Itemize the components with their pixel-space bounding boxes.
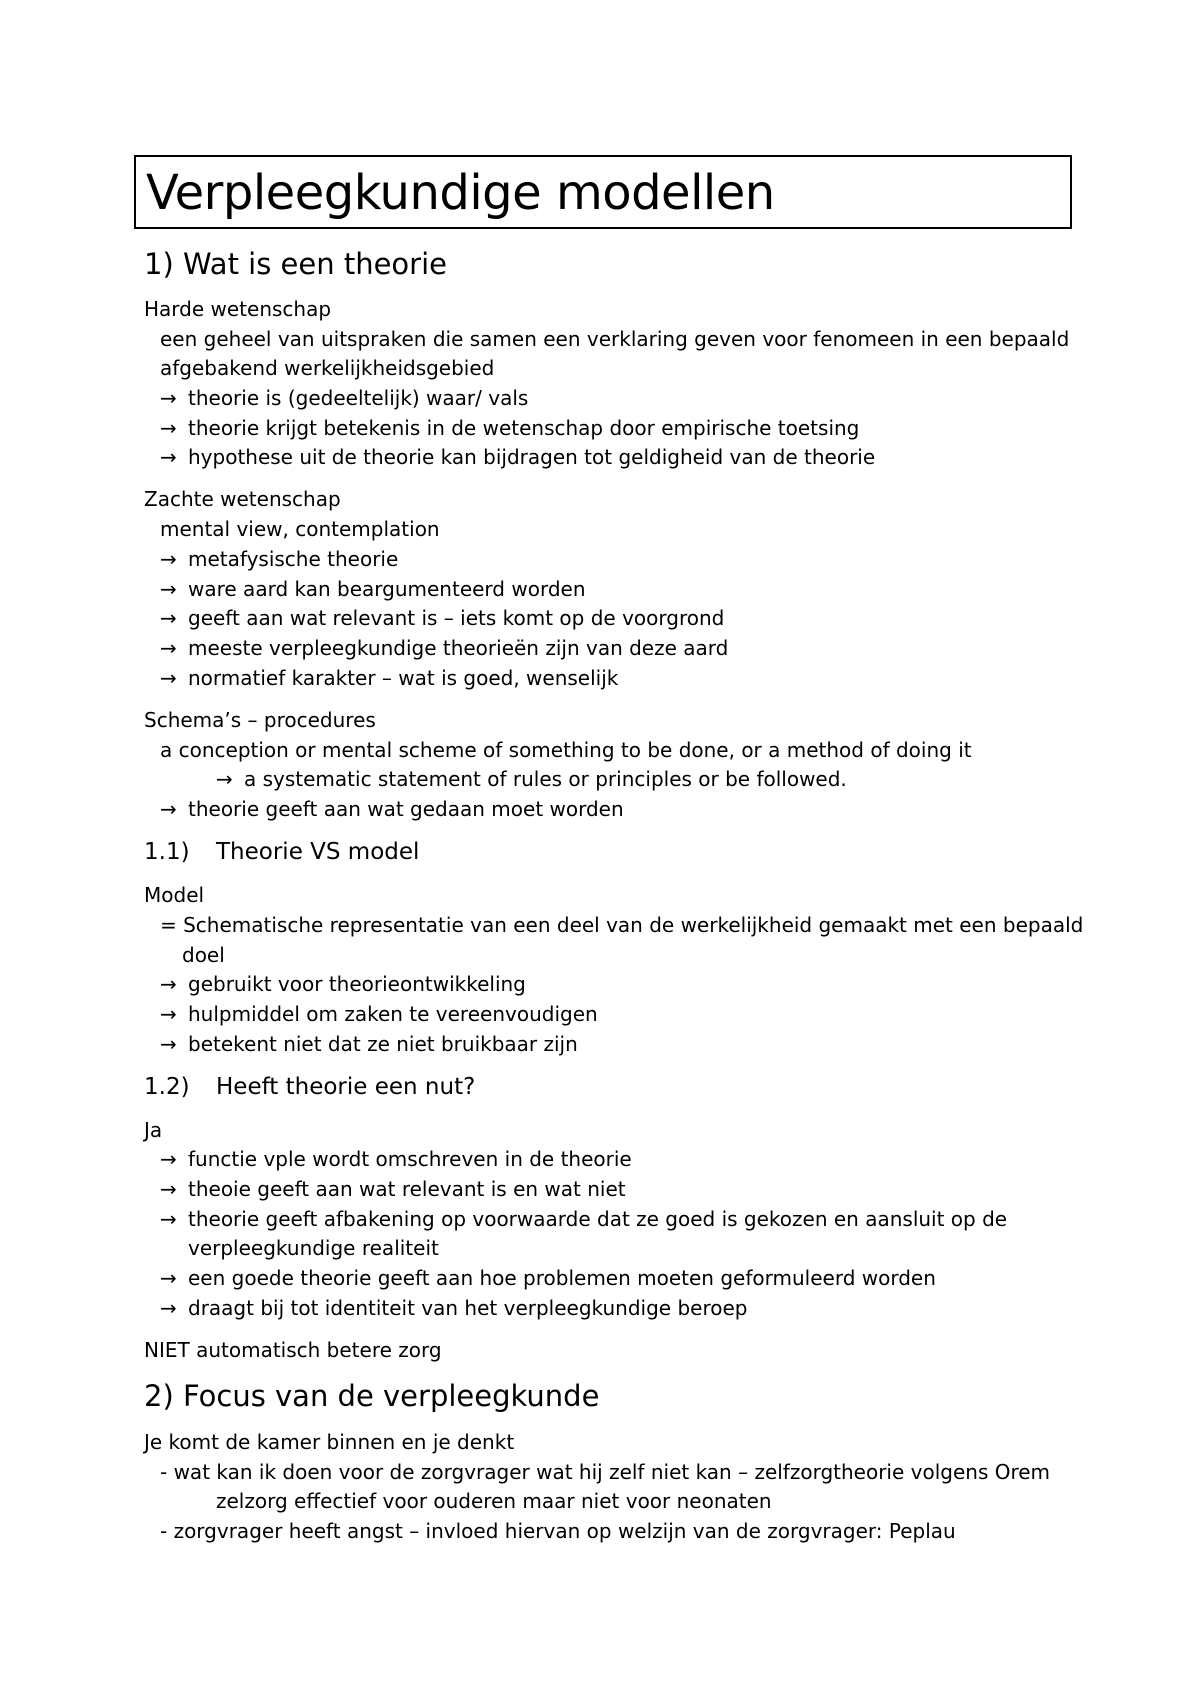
arrow-icon: → bbox=[160, 972, 177, 996]
list-item bbox=[160, 604, 724, 632]
list-item bbox=[160, 970, 526, 998]
list-item-text: metafysische theorie bbox=[188, 547, 399, 571]
section-1-2-heading bbox=[144, 1073, 475, 1101]
section-number: 1.1) bbox=[144, 839, 190, 865]
list-item bbox=[160, 1030, 578, 1058]
harde-text-line-2: afgebakend werkelijkheidsgebied bbox=[160, 356, 495, 380]
arrow-icon: → bbox=[160, 1147, 177, 1171]
document-title: Verpleegkundige modellen bbox=[146, 165, 775, 221]
list-item bbox=[160, 1000, 598, 1028]
list-item bbox=[160, 443, 875, 471]
arrow-icon: → bbox=[160, 445, 177, 469]
arrow-icon: → bbox=[160, 636, 177, 660]
ja-label: Ja bbox=[144, 1118, 163, 1142]
zachte-wetenschap-label: Zachte wetenschap bbox=[144, 487, 341, 511]
title-box bbox=[134, 155, 1072, 229]
model-label: Model bbox=[144, 883, 205, 907]
harde-wetenschap-label: Harde wetenschap bbox=[144, 297, 332, 321]
arrow-icon: → bbox=[160, 666, 177, 690]
list-item: - zorgvrager heeft angst – invloed hiervan op welzijn van de zorgvrager: Peplau bbox=[160, 1519, 956, 1543]
list-item-text: gebruikt voor theorieontwikkeling bbox=[188, 972, 526, 996]
harde-text-line-1: een geheel van uitspraken die samen een verklaring geven voor fenomeen in een bepaald bbox=[160, 327, 1070, 351]
list-item-text: theorie is (gedeeltelijk) waar/ vals bbox=[188, 386, 529, 410]
list-item bbox=[160, 414, 859, 442]
list-item bbox=[160, 1264, 936, 1292]
list-item-text: theorie geeft aan wat gedaan moet worden bbox=[188, 797, 624, 821]
list-item-text: functie vple wordt omschreven in de theorie bbox=[188, 1147, 632, 1171]
list-item-text: ware aard kan beargumenteerd worden bbox=[188, 577, 586, 601]
list-item-text: betekent niet dat ze niet bruikbaar zijn bbox=[188, 1032, 578, 1056]
list-item bbox=[160, 634, 728, 662]
section-2-heading: 2) Focus van de verpleegkunde bbox=[144, 1379, 600, 1413]
section-1-heading: 1) Wat is een theorie bbox=[144, 247, 447, 281]
arrow-icon: → bbox=[160, 1207, 177, 1231]
arrow-icon: → bbox=[216, 767, 233, 791]
section-2-intro: Je komt de kamer binnen en je denkt bbox=[144, 1430, 515, 1454]
list-item-text: normatief karakter – wat is goed, wenselijk bbox=[188, 666, 619, 690]
list-item bbox=[160, 1294, 747, 1322]
list-item-continuation: verpleegkundige realiteit bbox=[188, 1236, 439, 1260]
list-item-text: theorie geeft afbakening op voorwaarde dat ze goed is gekozen en aansluit op de bbox=[188, 1207, 1008, 1231]
list-item bbox=[160, 664, 618, 692]
list-item bbox=[160, 795, 624, 823]
section-number: 1.2) bbox=[144, 1074, 190, 1100]
arrow-icon: → bbox=[160, 1032, 177, 1056]
arrow-icon: → bbox=[160, 1296, 177, 1320]
arrow-icon: → bbox=[160, 1002, 177, 1026]
arrow-icon: → bbox=[160, 547, 177, 571]
section-title: Theorie VS model bbox=[216, 839, 420, 865]
list-item-text: a systematic statement of rules or principles or be followed. bbox=[244, 767, 847, 791]
list-item bbox=[160, 1205, 1007, 1233]
section-title: Heeft theorie een nut? bbox=[216, 1074, 476, 1100]
list-item bbox=[160, 545, 398, 573]
list-item-text: hulpmiddel om zaken te vereenvoudigen bbox=[188, 1002, 598, 1026]
schemas-label: Schema’s – procedures bbox=[144, 708, 376, 732]
arrow-icon: → bbox=[160, 577, 177, 601]
arrow-icon: → bbox=[160, 606, 177, 630]
list-item-text: geeft aan wat relevant is – iets komt op de voorgrond bbox=[188, 606, 725, 630]
list-item bbox=[160, 575, 586, 603]
zachte-text-line-1: mental view, contemplation bbox=[160, 517, 440, 541]
list-item bbox=[160, 1145, 632, 1173]
model-text-line-1: = Schematische representatie van een deel van de werkelijkheid gemaakt met een bepaald bbox=[160, 913, 1084, 937]
list-item-text: theorie krijgt betekenis in de wetenschap door empirische toetsing bbox=[188, 416, 860, 440]
arrow-icon: → bbox=[160, 416, 177, 440]
list-item-text: hypothese uit de theorie kan bijdragen tot geldigheid van de theorie bbox=[188, 445, 876, 469]
list-item bbox=[216, 765, 847, 793]
list-item-text: meeste verpleegkundige theorieën zijn van deze aard bbox=[188, 636, 729, 660]
list-item-sub: zelzorg effectief voor ouderen maar niet voor neonaten bbox=[216, 1489, 772, 1513]
list-item bbox=[160, 1175, 626, 1203]
list-item-text: een goede theorie geeft aan hoe problemen moeten geformuleerd worden bbox=[188, 1266, 936, 1290]
schemas-text-line-1: a conception or mental scheme of something to be done, or a method of doing it bbox=[160, 738, 972, 762]
note-text: NIET automatisch betere zorg bbox=[144, 1338, 442, 1362]
list-item bbox=[160, 384, 528, 412]
model-text-line-2: doel bbox=[182, 943, 225, 967]
arrow-icon: → bbox=[160, 386, 177, 410]
arrow-icon: → bbox=[160, 1266, 177, 1290]
arrow-icon: → bbox=[160, 1177, 177, 1201]
list-item: - wat kan ik doen voor de zorgvrager wat hij zelf niet kan – zelfzorgtheorie volgens Orem bbox=[160, 1460, 1051, 1484]
list-item-text: theoie geeft aan wat relevant is en wat niet bbox=[188, 1177, 626, 1201]
section-1-1-heading bbox=[144, 838, 419, 866]
list-item-text: draagt bij tot identiteit van het verpleegkundige beroep bbox=[188, 1296, 748, 1320]
arrow-icon: → bbox=[160, 797, 177, 821]
